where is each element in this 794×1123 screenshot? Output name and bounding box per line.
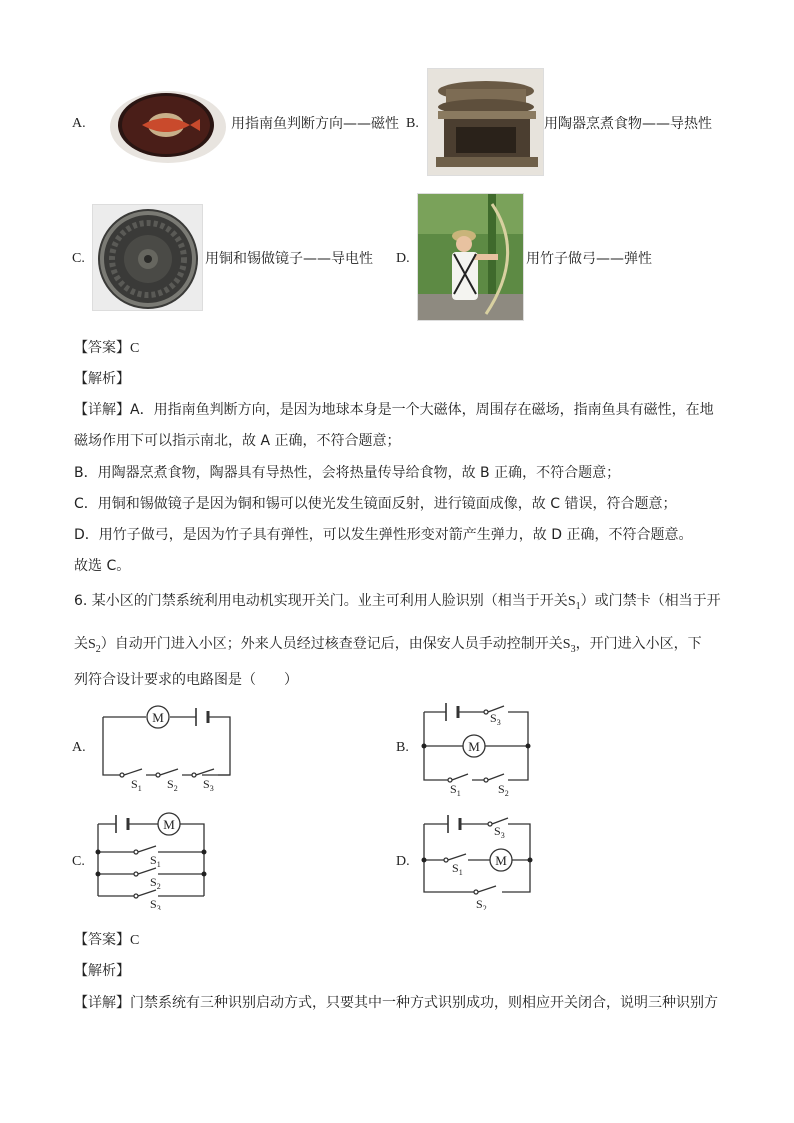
svg-text:S1: $S_1$ <box>452 861 463 877</box>
motor-label: M <box>152 710 164 725</box>
option-b-letter: B. <box>406 116 419 131</box>
detail-q6-line1 <box>74 993 718 1013</box>
circuit-d-letter: D. <box>396 854 410 869</box>
svg-text:S3: $S_3$ <box>150 897 161 910</box>
answer-q6 <box>74 930 139 951</box>
answer-value: C <box>130 933 140 948</box>
option-a-letter: A. <box>72 116 86 131</box>
circuit-c-letter: C. <box>72 854 85 869</box>
option-c-letter: C. <box>72 251 85 266</box>
svg-text:S2: $S_2$ <box>498 782 509 798</box>
analysis-label-q6: 【解析】 <box>74 963 130 979</box>
answer-label: 【答案】 <box>74 340 130 356</box>
svg-text:S3: $S_3$ <box>203 777 214 793</box>
detail-q5-line1 <box>74 400 714 420</box>
bronze-mirror-image <box>92 204 203 311</box>
svg-text:S1: $S_1$ <box>150 853 161 869</box>
answer-value: C <box>130 341 140 356</box>
question6-line1: 6. 某小区的门禁系统利用电动机实现开关门。业主可利用人脸识别（相当于开关$S_1$）或门禁卡（相当于开 <box>74 593 721 612</box>
detail-q5-line4: C．用铜和锡做镜子是因为铜和锡可以使光发生镜面反射，进行镜面成像，故 C 错误，符合题意； <box>74 496 677 512</box>
circuit-a-diagram <box>98 700 238 795</box>
detail-q5-line2: 磁场作用下可以指示南北，故 A 正确，不符合题意； <box>74 433 401 449</box>
option-b-text: 用陶器烹煮食物——导热性 <box>544 116 712 132</box>
answer-label: 【答案】 <box>74 932 130 948</box>
pottery-stove-image <box>427 68 544 176</box>
option-d-text: 用竹子做弓——弹性 <box>526 251 652 267</box>
circuit-a-letter: A. <box>72 740 86 755</box>
compass-fish-dish-image <box>108 83 228 167</box>
detail-label: 【详解】 <box>74 995 130 1011</box>
switch-s1-symbol: $S_1$ <box>567 594 581 612</box>
svg-text:S3: $S_3$ <box>494 824 505 840</box>
circuit-b-letter: B. <box>396 740 409 755</box>
detail-label: 【详解】 <box>74 402 130 418</box>
detail-text: A．用指南鱼判断方向，是因为地球本身是一个大磁体，周围存在磁场，指南鱼具有磁性，在地 <box>130 402 714 418</box>
detail-text: 门禁系统有三种识别启动方式，只要其中一种方式识别成功，则相应开关闭合，说明三种识别方 <box>130 995 718 1011</box>
svg-text:M: M <box>468 739 480 754</box>
svg-text:M: M <box>163 817 175 832</box>
detail-q5-conclusion: 故选 C。 <box>74 558 131 574</box>
circuit-d-diagram <box>418 810 538 910</box>
svg-text:S1: $S_1$ <box>450 782 461 798</box>
svg-text:S2: $S_2$ <box>476 897 487 910</box>
detail-q5-line5: D．用竹子做弓，是因为竹子具有弹性，可以发生弹性形变对箭产生弹力，故 D 正确，不符合题意。 <box>74 527 693 543</box>
option-d-letter: D. <box>396 251 410 266</box>
svg-text:S2: $S_2$ <box>150 875 161 891</box>
question6-line2: 关$S_2$）自动开门进入小区；外来人员经过核查登记后，由保安人员手动控制开关$S_3$，开门进入小区，下 <box>74 636 702 655</box>
option-a-text: 用指南鱼判断方向——磁性 <box>231 116 399 132</box>
detail-q5-line3: B．用陶器烹煮食物，陶器具有导热性，会将热量传导给食物，故 B 正确，不符合题意； <box>74 465 621 481</box>
circuit-b-diagram <box>418 700 538 800</box>
svg-text:M: M <box>495 853 507 868</box>
question6-line3: 列符合设计要求的电路图是（ ） <box>74 672 298 688</box>
svg-text:S2: $S_2$ <box>167 777 178 793</box>
archer-bamboo-bow-image <box>417 193 524 321</box>
svg-text:S1: $S_1$ <box>131 777 142 793</box>
analysis-label-q5: 【解析】 <box>74 371 130 387</box>
switch-s2-symbol: $S_2$ <box>88 637 101 655</box>
switch-s3-symbol: $S_3$ <box>562 637 576 655</box>
circuit-c-diagram <box>92 810 212 910</box>
svg-text:S3: $S_3$ <box>490 711 501 727</box>
answer-q5 <box>74 338 139 359</box>
option-c-text: 用铜和锡做镜子——导电性 <box>205 251 373 267</box>
